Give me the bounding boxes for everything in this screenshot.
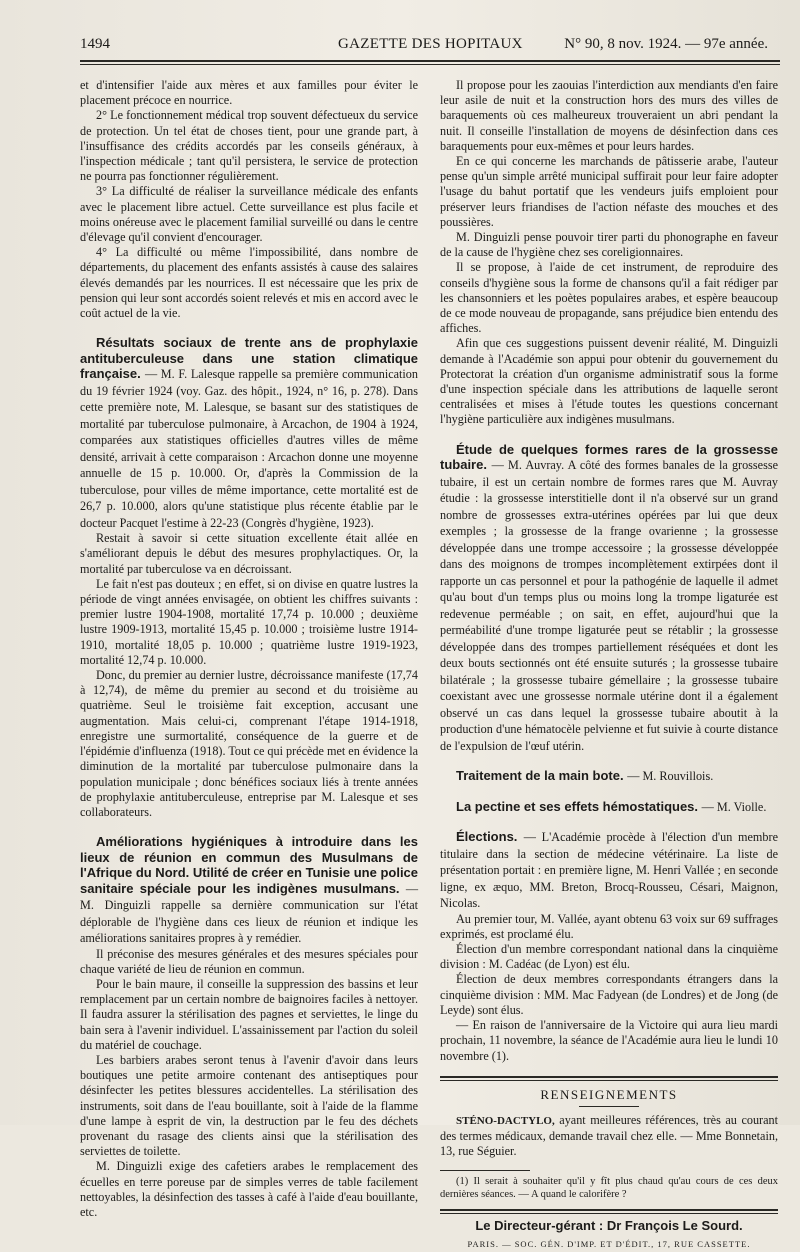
section-heading xyxy=(80,834,418,947)
section-heading xyxy=(440,829,778,912)
page-header xyxy=(80,36,780,60)
section-heading xyxy=(440,442,778,755)
issue-info: N° 90, 8 nov. 1924. — 97e année. xyxy=(564,36,768,52)
heading-text: La pectine et ses effets hémostatiques. xyxy=(456,798,699,814)
paragraph: 3° La difficulté de réaliser la surveillance médicale des enfants avec le placement libre actuel. Cette surveillance est plus facile et moins onéreuse avec le placement familial surveillé ou dans le centre d'élevage qu'il convient d'encourager. xyxy=(80,184,418,245)
paragraph: Donc, du premier au dernier lustre, décroissance manifeste (17,74 à 12,74), de même du premier au second et du troisième au quatrième. Seul le troisième fait exception, accusant une augmentation. Mais celui-ci, comprenant l'étape 1914-1918, enregistre une surmortalité, conséquence de la guerre et de l'épidémie d'influenza (1918). Tout ce qui précède met en évidence la diminution de la mortalité par tuberculose pulmonaire dans la population municipale ; donc bénéfices sociaux liés à trente années de prophylaxie antituberculeuse, entreprise par M. Lalesque et ses collaborateurs. xyxy=(80,668,418,819)
heading-text: Étude de quelques formes rares de la grossesse tubaire. xyxy=(440,441,778,473)
heading-text: Traitement de la main bote. xyxy=(456,768,624,784)
page-number: 1494 xyxy=(80,36,110,52)
heading-continuation: — M. Violle. xyxy=(701,799,767,814)
footnote: (1) Il serait à souhaiter qu'il y fît plus chaud qu'au cours de ces deux dernières séances. — A quand le calorifère ? xyxy=(440,1175,778,1200)
paragraph: Il propose pour les zaouias l'interdiction aux mendiants d'en faire leur asile de nuit et la construction hors des murs des villes de baraquements où ces malheureux trouveraient un abri pendant la nuit. Il conseille l'installation de moyens de désinfection dans ces baraquements pour eux-mêmes et pour leurs hardes. xyxy=(440,78,778,153)
ad-text: ayant meilleures références, très au courant des termes médicaux, demande travail chez elle. — Mme Bonnetain, 13, rue Séguier. xyxy=(440,1112,778,1159)
paragraph: Élection d'un membre correspondant national dans la cinquième division : M. Cadéac (de Lyon) est élu. xyxy=(440,942,778,972)
paragraph: Il préconise des mesures générales et des mesures spéciales pour chaque variété de lieu de réunion en commun. xyxy=(80,946,418,976)
ad-lead: STÉNO-DACTYLO, xyxy=(456,1114,555,1127)
paragraph: Élection de deux membres correspondants étrangers dans la cinquième division : MM. Mac Fadyean (de Londres) et de Jong (de Leyde) sont élus. xyxy=(440,972,778,1017)
paragraph: 4° La difficulté ou même l'impossibilité, dans nombre de départements, du placement des enfants assistés à cause des salaires élevés demandés par les nourrices. Il est nécessaire que les prix de pension qui leur sont accordés soient relevés et mis en accord avec le coût actuel de la vie. xyxy=(80,245,418,321)
section-heading xyxy=(440,768,778,785)
header-rule-thick xyxy=(80,60,780,62)
footer-rule-thin xyxy=(440,1213,778,1214)
heading-continuation: — L'Académie procède à l'élection d'un membre titulaire dans la section de médecine vétérinaire. La liste de présentation portait : en première ligne, M. Henri Vallée ; en seconde ligne, ex æquo, MM. Breton, Brocq-Rousseu, Césari, Maignon, Nicolas. xyxy=(440,830,778,911)
heading-continuation: — M. Rouvillois. xyxy=(627,769,714,784)
paragraph: et d'intensifier l'aide aux mères et aux familles pour éviter le placement précoce en nourrice. xyxy=(80,78,418,108)
renseignements-title: RENSEIGNEMENTS xyxy=(540,1086,678,1102)
paragraph: Afin que ces suggestions puissent devenir réalité, M. Dinguizli demande à l'Académie son appui pour obtenir du gouvernement du Protectorat la création d'un organisme administratif sous la forme d'une inspection spéciale dans les attributions de laquelle seront centralisées et mises à l'étude toutes les questions concernant l'hygiène particulière aux indigènes musulmans. xyxy=(440,336,778,427)
section-heading xyxy=(80,335,418,531)
paragraph: M. Dinguizli pense pouvoir tirer parti du phonographe en faveur de la cause de l'hygiène chez ses coreligionnaires. xyxy=(440,230,778,260)
heading-continuation: — M. Auvray. A côté des formes banales de la grossesse tubaire, il est un certain nombre de formes rares que M. Auvray étudie : la grossesse interstitielle dont il n'a observé sur un grand nombre de grossesses extra-utérines opérées par lui que deux exemples ; la grossesse de la frange ovarienne ; la grossesse développée dans une trompe accessoire ; la grossesse développée dans des moignons de trompes incomplètement extirpées dont il rapporte un cas personnel et pour la pathogénie de laquelle il admet qu'au bout d'un temps plus ou moins long la trompe ligaturée est redevenue perméable ; on sait, en effet, aujourd'hui que la perméabilité d'une trompe ligaturée peut se rétablir ; la grossesse développée dans des trompes partiellement réséquées et dont les deux bouts sectionnés ont été ensuite suturés ; la grossesse tubaire bilatérale ; la grossesse tubaire gémellaire ; la grossesse tubaire coexistant avec une grossesse normale utérine dont il a également observé un cas dans lequel la grossesse tubaire aboutit à la production d'une hématocèle pelvienne et fut suivie à courte distance de l'expulsion de l'œuf utérin. xyxy=(440,458,778,753)
paragraph: Au premier tour, M. Vallée, ayant obtenu 63 voix sur 69 suffrages exprimés, est proclamé élu. xyxy=(440,911,778,941)
section-heading xyxy=(440,799,778,816)
footer-rule-thick xyxy=(440,1209,778,1211)
paragraph: Le fait n'est pas douteux ; en effet, si on divise en quatre lustres la période de vingt années envisagée, on obtient les chiffres suivants : premier lustre 1904-1908, mortalité 17,74 p. 10.000 ; deuxième lustre 1909-1913, mortalité 15,45 p. 10.000 ; troisième lustre 1914-1910, mortalité 18,05 p. 10.000 ; quatrième lustre 1919-1923, mortalité 12,74 p. 10.000. xyxy=(80,576,418,667)
section-rule-thick xyxy=(440,1076,778,1078)
section-rule-thin xyxy=(440,1080,778,1081)
paragraph: 2° Le fonctionnement médical trop souvent défectueux du service de protection. Un tel état de choses tient, pour une grande part, à l'insuffisance des crédits accordés par les conseils généraux, à l'inspection médicale ; tant qu'il persistera, le service de protection ne pourra pas fonctionner régulièrement. xyxy=(80,108,418,184)
right-column xyxy=(440,78,778,1249)
heading-text: Résultats sociaux de trente ans de prophylaxie antituberculeuse dans une station climatique française. xyxy=(80,335,418,382)
heading-continuation: — M. Dinguizli rappelle sa dernière communication sur l'état déplorable de l'hygiène dans ces lieux de réunion et indique les améliorations sanitaires propres à y remédier. xyxy=(80,881,418,946)
paragraph: — En raison de l'anniversaire de la Victoire qui aura lieu mardi prochain, 11 novembre, la séance de l'Académie aura lieu le lundi 10 novembre (1). xyxy=(440,1018,778,1063)
paragraph: M. Dinguizli exige des cafetiers arabes le remplacement des écuelles en terre poreuse par de simples verres de table facilement nettoyables, la désinfection des tasses à café à l'aide d'eau bouillante, etc. xyxy=(80,1159,418,1220)
imprint-line: PARIS. — SOC. GÉN. D'IMP. ET D'ÉDIT., 17, RUE CASSETTE. xyxy=(467,1238,751,1249)
paragraph: En ce qui concerne les marchands de pâtisserie arabe, l'auteur pense qu'un simple arrêté municipal suffirait pour leur faire adopter l'usage du bahut portatif que les vendeurs juifs emploient pour préserver leurs friandises de l'action néfaste des mouches et des poussières. xyxy=(440,154,778,229)
left-column xyxy=(80,78,419,1220)
paragraph: Pour le bain maure, il conseille la suppression des bassins et leur remplacement par un certain nombre de baignoires faciles à nettoyer. Il faudra assurer la stérilisation des pagnes et serviettes, le linge du bain sera à l'avenir individuel. L'assainissement par l'action du soleil du matériel de couchage. xyxy=(80,977,418,1052)
short-rule xyxy=(579,1106,639,1107)
paragraph: Il se propose, à l'aide de cet instrument, de reproduire des conseils d'hygiène sous la forme de chansons qu'il a fait rédiger par les chansonniers et les poètes populaires arabes, et espère beaucoup de ce mode nouveau de propagande, sans préjudice bien entendu des affiches. xyxy=(440,260,778,336)
paragraph: Restait à savoir si cette situation excellente était allée en s'améliorant depuis le début des mesures prophylactiques. Or, la mortalité par tuberculose va en décroissant. xyxy=(80,531,418,576)
director-line: Le Directeur-gérant : Dr François Le Sourd. xyxy=(475,1217,743,1233)
footnote-rule xyxy=(440,1170,530,1171)
heading-text: Élections. xyxy=(456,829,518,845)
paragraph: Les barbiers arabes seront tenus à l'avenir d'avoir dans leurs boutiques une petite armoire contenant des antiseptiques pour désinfecter les petites blessures accidentelles. La stérilisation des instruments, soit dans de l'eau bouillante, soit à l'aide de la flamme d'une lampe à esprit de vin, la destruction par le feu des déchets provenant du rasage des clients ainsi que la stérilisation des serviettes de toilette. xyxy=(80,1053,418,1159)
heading-continuation: — M. F. Lalesque rappelle sa première communication du 19 février 1924 (voy. Gaz. des hôpit., 1924, n° 16, p. 278). Dans cette première note, M. Lalesque, se basant sur des statistiques de mortalité par tuberculose pulmonaire, à Arcachon, de 1904 à 1924, comparées aux statistiques officielles d'autres villes de même densité, arrivait à cette comparaison : Arcachon donne une moyenne annuelle de 15 p. 10.000. Or, d'après la Commission de la tuberculose, pour villes de même importance, cette mortalité est de 26,7 p. 10.000, alors qu'une statistique plus récente établie par le docteur Pacquet l'estime à 22-23 (Congrès d'hygiène, 1923). xyxy=(80,367,418,530)
classified-ad xyxy=(440,1113,778,1160)
header-rule-thin xyxy=(80,64,780,65)
journal-title: GAZETTE DES HOPITAUX xyxy=(338,36,523,52)
heading-text: Améliorations hygiéniques à introduire dans les lieux de réunion en commun des Musulmans de l'Afrique du Nord. Utilité de créer en Tunisie une police sanitaire spéciale pour les indigènes musulmans. xyxy=(80,834,419,896)
